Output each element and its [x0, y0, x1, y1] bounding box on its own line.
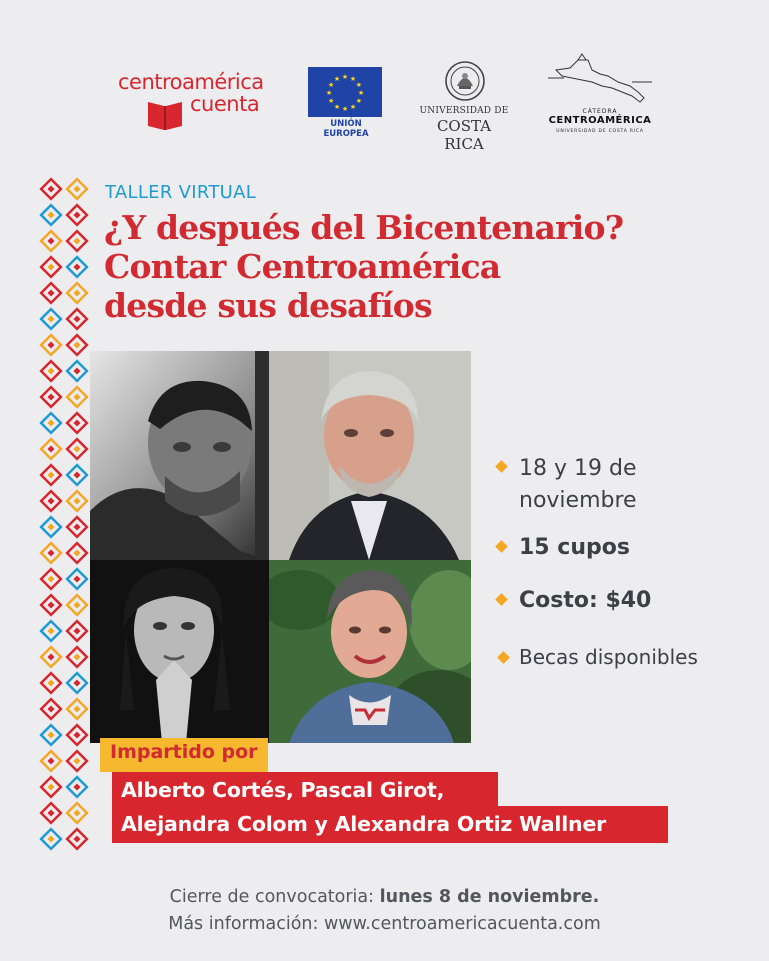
speaker-photo-3	[90, 560, 269, 743]
workshop-kicker: TALLER VIRTUAL	[105, 182, 257, 203]
pattern-motif	[41, 621, 61, 641]
pattern-motif	[67, 751, 87, 771]
ucr-logo	[418, 60, 513, 153]
eu-star-icon: ★	[328, 97, 335, 105]
eu-star-icon: ★	[349, 102, 357, 111]
logo-text-line2: cuenta	[190, 92, 260, 116]
eu-star-icon: ★	[325, 89, 333, 97]
pattern-motif	[41, 179, 61, 199]
pattern-motif	[67, 205, 87, 225]
spots-text: 15 cupos	[519, 535, 630, 560]
eu-star-icon: ★	[355, 97, 362, 105]
dates-line2: noviembre	[519, 488, 637, 513]
european-union-logo	[308, 67, 384, 139]
pattern-motif	[41, 569, 61, 589]
pattern-motif	[67, 257, 87, 277]
pattern-motif	[67, 803, 87, 823]
pattern-motif	[67, 179, 87, 199]
title-line: desde sus desafíos	[104, 286, 432, 325]
pattern-motif	[67, 647, 87, 667]
pattern-motif	[41, 803, 61, 823]
pattern-motif	[67, 309, 87, 329]
ucr-text-line2: COSTA RICA	[436, 117, 492, 153]
dates-line1: 18 y 19 de	[519, 456, 637, 481]
bullet-diamond-icon	[495, 460, 508, 473]
speaker-names-line2: Alejandra Colom y Alexandra Ortiz Wallner	[121, 812, 607, 836]
speaker-photo-4	[269, 560, 471, 743]
catedra-text-line2: CENTROAMÉRICA	[548, 115, 652, 126]
pattern-motif	[41, 673, 61, 693]
pattern-motif	[41, 595, 61, 615]
cost-text: Costo: $40	[519, 588, 652, 613]
pattern-motif	[67, 777, 87, 797]
pattern-motif	[67, 673, 87, 693]
pattern-motif	[67, 413, 87, 433]
scholarships-text: Becas disponibles	[519, 645, 698, 669]
bullet-diamond-icon	[497, 651, 510, 664]
pattern-motif	[67, 621, 87, 641]
pattern-motif	[41, 335, 61, 355]
pattern-motif	[67, 699, 87, 719]
pattern-motif	[67, 725, 87, 745]
bullet-diamond-icon	[495, 540, 508, 553]
eu-star-icon: ★	[341, 105, 349, 113]
pattern-motif	[41, 517, 61, 537]
decorative-pattern	[38, 176, 90, 852]
pattern-motif	[67, 283, 87, 303]
pattern-motif	[41, 699, 61, 719]
pattern-motif	[67, 387, 87, 407]
pattern-motif	[41, 283, 61, 303]
pattern-motif	[41, 725, 61, 745]
pattern-motif	[41, 465, 61, 485]
pattern-motif	[41, 413, 61, 433]
speaker-names-line1: Alberto Cortés, Pascal Girot,	[121, 778, 445, 802]
pattern-motif	[67, 569, 87, 589]
pattern-motif	[41, 205, 61, 225]
pattern-motif	[67, 361, 87, 381]
title-line: Contar Centroamérica	[104, 247, 501, 286]
speaker-photo-1	[90, 351, 269, 560]
pattern-motif	[67, 517, 87, 537]
bullet-diamond-icon	[495, 593, 508, 606]
catedra-text-line3: UNIVERSIDAD DE COSTA RICA	[556, 129, 644, 134]
pattern-motif	[67, 491, 87, 511]
pattern-motif	[41, 387, 61, 407]
pattern-motif	[41, 231, 61, 251]
ucr-seal-icon	[445, 60, 485, 102]
pattern-motif	[41, 491, 61, 511]
centroamerica-cuenta-logo	[118, 70, 278, 140]
catedra-text-line1: CÁTEDRA	[582, 108, 618, 115]
eu-star-icon: ★	[355, 81, 362, 89]
pattern-motif	[41, 439, 61, 459]
pattern-motif	[67, 439, 87, 459]
pattern-motif	[67, 335, 87, 355]
pattern-motif	[41, 647, 61, 667]
deadline-date: lunes 8 de noviembre.	[379, 887, 600, 907]
eu-star-icon: ★	[341, 73, 349, 81]
eu-star-icon: ★	[349, 75, 357, 84]
pattern-motif	[67, 543, 87, 563]
pattern-motif	[41, 257, 61, 277]
book-icon	[146, 96, 186, 132]
eu-star-icon: ★	[328, 81, 335, 89]
more-info-text: Más información: www.centroamericacuenta.com	[168, 914, 601, 934]
pattern-motif	[41, 829, 61, 849]
page-title	[104, 208, 664, 325]
title-line: ¿Y después del Bicentenario?	[104, 208, 624, 247]
eu-label: UNIÓN EUROPEA	[323, 119, 369, 139]
ucr-text-line1: UNIVERSIDAD DE	[419, 106, 509, 116]
eu-star-icon: ★	[333, 75, 341, 84]
pattern-motif	[41, 543, 61, 563]
pattern-motif	[67, 595, 87, 615]
pattern-motif	[41, 777, 61, 797]
central-america-map-icon	[548, 52, 652, 108]
catedra-centroamerica-logo	[548, 52, 652, 140]
logo-text-line1: centroamérica	[118, 70, 264, 94]
pattern-motif	[41, 751, 61, 771]
eu-star-icon: ★	[333, 102, 341, 111]
eu-star-icon: ★	[357, 89, 365, 97]
pattern-motif	[41, 361, 61, 381]
impartido-label: Impartido por	[110, 741, 258, 763]
speaker-photo-2	[269, 351, 471, 560]
deadline-prefix: Cierre de convocatoria:	[169, 887, 380, 907]
pattern-motif	[41, 309, 61, 329]
pattern-motif	[67, 465, 87, 485]
deadline-text	[0, 887, 769, 907]
eu-flag-icon	[308, 67, 382, 117]
pattern-motif	[67, 829, 87, 849]
pattern-motif	[67, 231, 87, 251]
